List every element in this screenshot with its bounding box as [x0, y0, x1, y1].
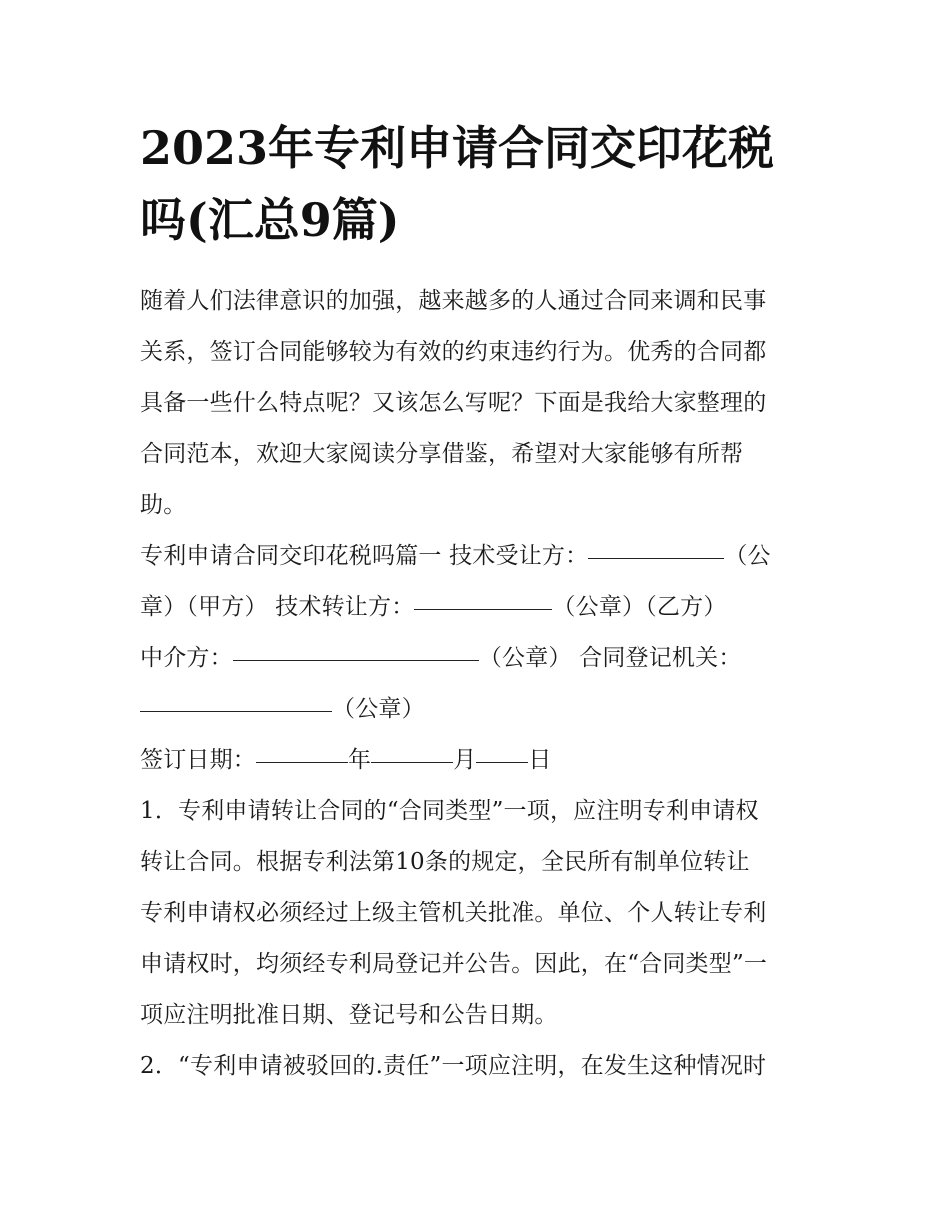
intermediary-blank [233, 637, 479, 661]
transferee-blank [588, 535, 724, 559]
item-line: 转让合同。根据专利法第10条的规定，全民所有制单位转让 [140, 849, 750, 875]
intro-line: 合同范本，欢迎大家阅读分享借鉴，希望对大家能够有所帮 [140, 441, 744, 467]
seal-note: （公章） [332, 696, 425, 722]
party-line-transferor [140, 582, 812, 633]
transferee-label: 专利申请合同交印花税吗篇一 技术受让方： [140, 543, 589, 569]
month-label: 月 [453, 747, 477, 773]
document-body [140, 276, 812, 1092]
sign-date-line [140, 735, 812, 786]
registration-blank [140, 688, 332, 712]
item-line: 申请权时，均须经专利局登记并公告。因此，在“合同类型”一 [140, 951, 768, 977]
intro-line: 具备一些什么特点呢？又该怎么写呢？下面是我给大家整理的 [140, 390, 767, 416]
numbered-item-1 [140, 786, 812, 1041]
item-line: 1．专利申请转让合同的“合同类型”一项，应注明专利申请权 [140, 798, 759, 824]
transferor-blank [414, 586, 552, 610]
title-line-2: 吗(汇总9篇) [140, 193, 400, 247]
intro-line: 关系，签订合同能够较为有效的约束违约行为。优秀的合同都 [140, 339, 767, 365]
intro-line: 助。 [140, 492, 187, 518]
intro-line: 随着人们法律意识的加强，越来越多的人通过合同来调和民事 [140, 288, 767, 314]
transferor-label: 章）（甲方） 技术转让方： [140, 594, 415, 620]
numbered-item-2 [140, 1041, 812, 1092]
party-line-registration [140, 684, 812, 735]
year-label: 年 [348, 747, 372, 773]
intro-paragraph [140, 276, 812, 531]
item-line: 项应注明批准日期、登记号和公告日期。 [140, 1002, 558, 1028]
title-line-1: 2023年专利申请合同交印花税 [140, 121, 775, 175]
item-line: 2．“专利申请被驳回的.责任”一项应注明，在发生这种情况时 [140, 1053, 767, 1079]
sign-date-label: 签订日期： [140, 747, 256, 773]
day-blank [476, 739, 528, 763]
party-line-intermediary [140, 633, 812, 684]
seal-note: （公 [724, 543, 771, 569]
document-title [140, 112, 820, 256]
intermediary-label: 中介方： [140, 645, 233, 671]
month-blank [371, 739, 453, 763]
registration-label: （公章） 合同登记机关： [478, 645, 742, 671]
year-blank [256, 739, 348, 763]
item-line: 专利申请权必须经过上级主管机关批准。单位、个人转让专利 [140, 900, 767, 926]
seal-note: （公章）（乙方） [552, 594, 727, 620]
party-line-transferee [140, 531, 812, 582]
contract-parties-paragraph [140, 531, 812, 786]
day-label: 日 [528, 747, 552, 773]
